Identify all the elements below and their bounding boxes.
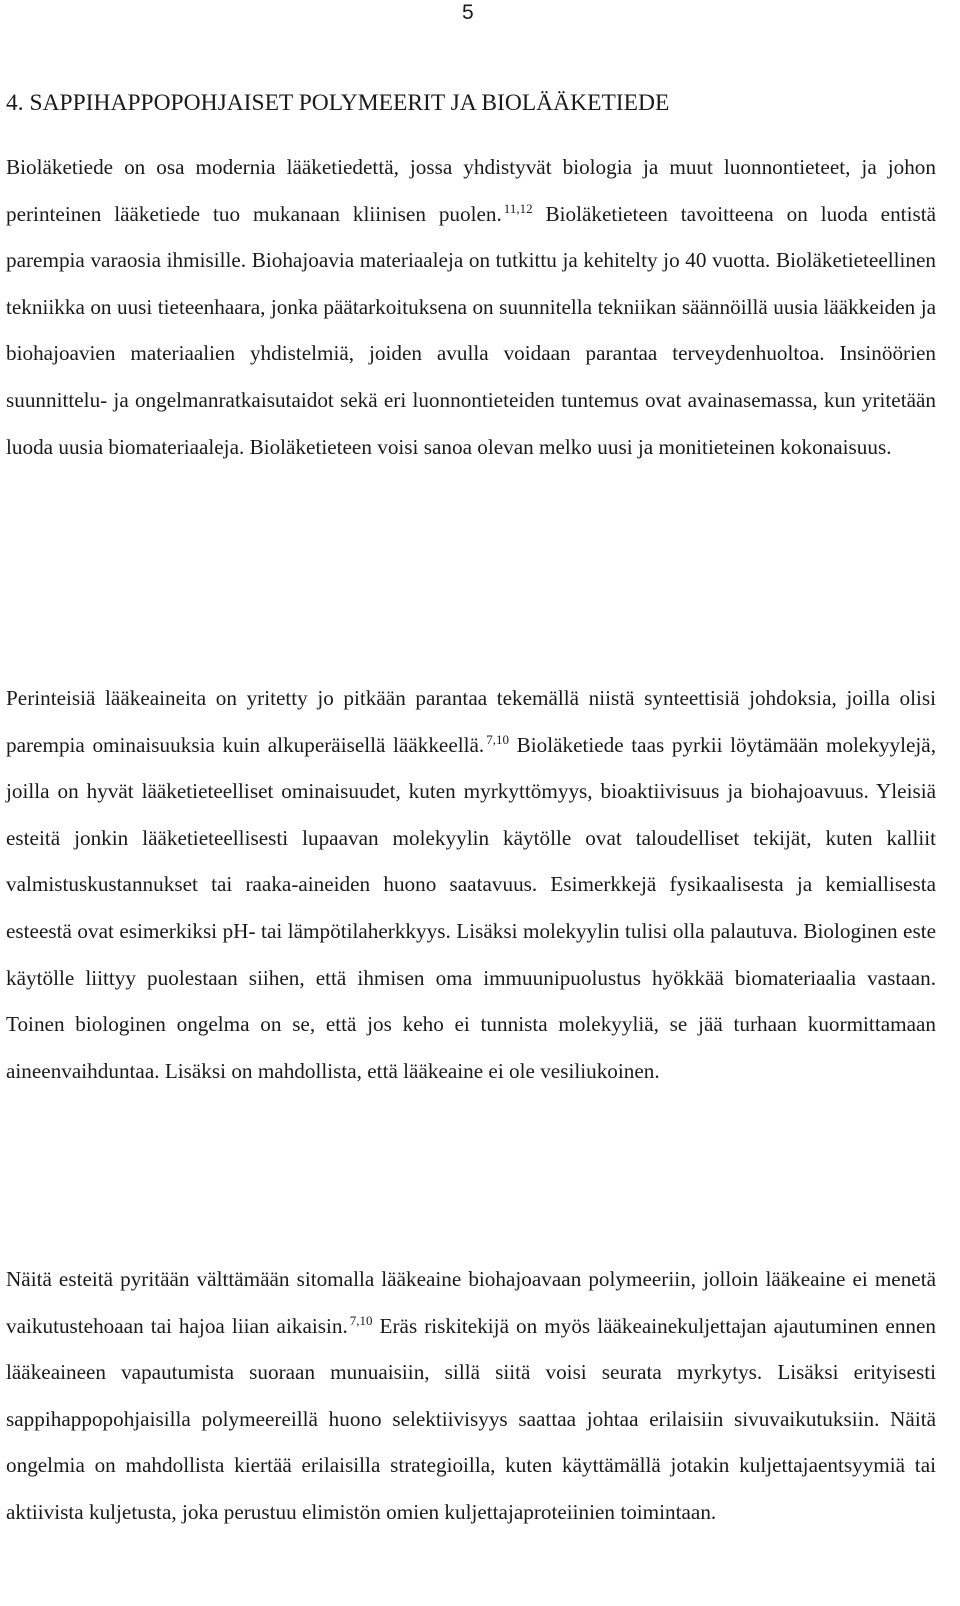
citation-11-12: 11,12 bbox=[503, 200, 533, 216]
citation-7-10-b: 7,10 bbox=[349, 1312, 373, 1328]
section-heading: 4. SAPPIHAPPOPOHJAISET POLYMEERIT JA BIOLÄÄKETIEDE bbox=[6, 90, 670, 116]
paragraph-2-text-b: Bioläketiede taas pyrkii löytämään molekyylejä, joilla on hyvät lääketieteelliset ominaisuudet, kuten myrkyttömyys, bioaktiivisuus ja biohajoavuus. Yleisiä esteitä jonkin lääketieteellisesti lupaavan molekyylin käytölle ovat taloudelliset tekijät, kuten kalliit valmistuskustannukset tai raaka-aineiden huono saatavuus. Esimerkkejä fysikaalisesta ja kemiallisesta esteestä ovat esimerkiksi pH- tai lämpötilaherkkyys. Lisäksi molekyylin tulisi olla palautuva. Biologinen este käytölle liittyy puolestaan siihen, että ihmisen oma immuunipuolustus hyökkää biomateriaalia vastaan. Toinen biologinen ongelma on se, että jos keho ei tunnista molekyyliä, se jää turhaan kuormittamaan aineenvaihduntaa. Lisäksi on mahdollista, että lääkeaine ei ole vesiliukoinen. bbox=[6, 732, 936, 1083]
paragraph-3 bbox=[6, 1256, 936, 1536]
citation-7-10: 7,10 bbox=[486, 731, 509, 747]
paragraph-1-text-b: Bioläketieteen tavoitteena on luoda entistä parempia varaosia ihmisille. Biohajoavia materiaaleja on tutkittu ja kehitelty jo 40 vuotta. Bioläketieteellinen tekniikka on uusi tieteenhaara, jonka päätarkoituksena on suunnitella tekniikan säännöillä uusia lääkkeiden ja biohajoavien materiaalien yhdistelmiä, joiden avulla voidaan parantaa terveydenhuoltoa. Insinöörien suunnittelu- ja ongelmanratkaisutaidot sekä eri luonnontieteiden tuntemus ovat avainasemassa, kun yritetään luoda uusia biomateriaaleja. Bioläketieteen voisi sanoa olevan melko uusi ja monitieteinen kokonaisuus. bbox=[6, 201, 936, 459]
paragraph-3-text-b: Eräs riskitekijä on myös lääkeainekuljettajan ajautuminen ennen lääkeaineen vapautumista suoraan munuaisiin, sillä siitä voisi seurata myrkytys. Lisäksi erityisesti sappihappopohjaisilla polymeereillä huono selektiivisyys saattaa johtaa erilaisiin sivuvaikutuksiin. Näitä ongelmia on mahdollista kiertää erilaisilla strategioilla, kuten käyttämällä jotakin kuljettajaentsyymiä tai aktiivista kuljetusta, joka perustuu elimistön omien kuljettajaproteiinien toimintaan. bbox=[6, 1313, 937, 1524]
paragraph-3-text-a: Näitä esteitä pyritään välttämään sitomalla lääkeaine biohajoavaan polymeeriin, jolloin lääkeaine ei menetä vaikutustehoaan tai hajoa liian aikaisin. bbox=[6, 1267, 936, 1338]
paragraph-2-text-a: Perinteisiä lääkeaineita on yritetty jo pitkään parantaa tekemällä niistä synteettisiä johdoksia, joilla olisi parempia ominaisuuksia kuin alkuperäisellä lääkkeellä. bbox=[6, 686, 936, 757]
paragraph-1-text-a: Bioläketiede on osa modernia lääketiedettä, jossa yhdistyvät biologia ja muut luonnontieteet, ja johon perinteinen lääketiede tuo mukanaan kliinisen puolen. bbox=[6, 155, 936, 226]
paragraph-2 bbox=[6, 675, 936, 1094]
page-number: 5 bbox=[462, 1, 474, 24]
paragraph-1 bbox=[6, 144, 936, 470]
